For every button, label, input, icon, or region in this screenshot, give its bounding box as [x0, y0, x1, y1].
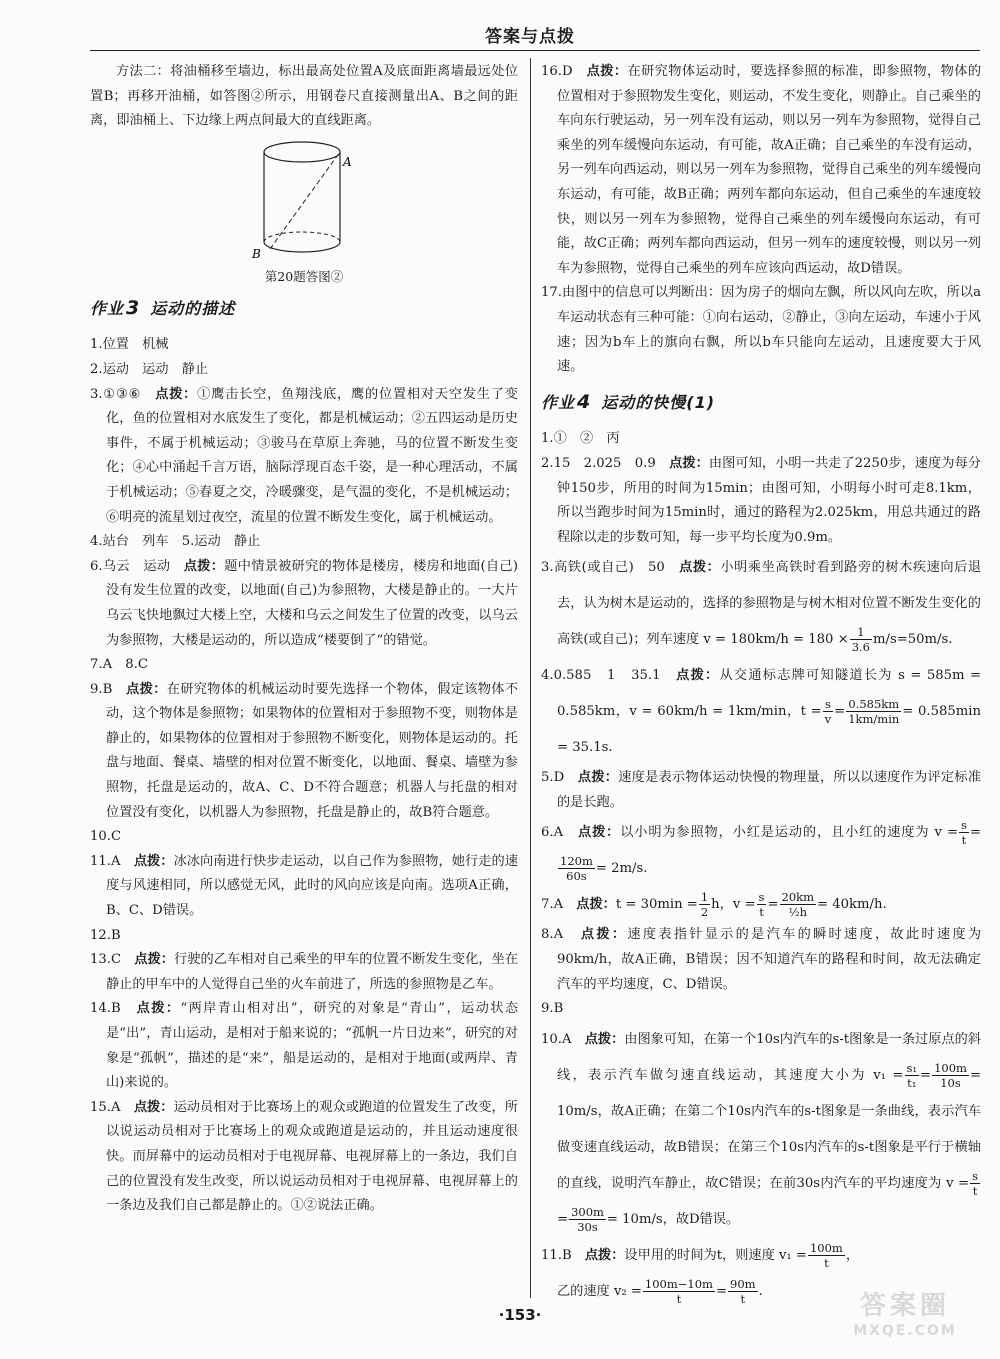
answer-12: 12.B	[90, 927, 121, 943]
answer-b6-body: 以小明为参照物，小红是运动的，且小红的速度为 v =	[620, 825, 959, 841]
answer-3-head: 3.①③⑥	[90, 386, 156, 402]
section-title: 运动的描述	[150, 298, 236, 318]
answer-b11-head: 11.B	[541, 1247, 585, 1263]
equals: =	[834, 704, 846, 720]
header-divider	[90, 50, 980, 51]
denominator: t	[972, 1183, 978, 1198]
answer-10: 10.C	[90, 829, 122, 845]
denominator: 30s	[577, 1219, 598, 1234]
answer-14-head: 14.B	[90, 1001, 137, 1017]
numerator: 120m	[560, 854, 593, 869]
fraction	[970, 1169, 980, 1198]
answer-b11-body-2: 乙的速度 v₂ =	[557, 1283, 642, 1299]
cylinder-figure	[90, 136, 518, 286]
answer-b2-body: 由图可知，小明一共走了2250步，速度为每分钟150步，所用的时间为15min；由图可知，小明每小时可走8.1km，所以当跑步时间为15min时，通过的路程为2.025km，用总共通过的路程除以走的步数可知，每一步平均长度为0.9m。	[557, 455, 982, 545]
answer-b9: 9.B	[541, 1001, 564, 1017]
denominator: t	[759, 905, 764, 920]
page-header: 答案与点拨	[485, 27, 575, 47]
fraction	[823, 697, 834, 726]
numerator: s₁	[906, 1060, 918, 1075]
hint-label: 点拨：	[676, 668, 720, 684]
section-3-heading	[90, 296, 518, 322]
denominator: t	[961, 833, 967, 848]
numerator: 300m	[571, 1204, 604, 1219]
answer-15-body: 运动员相对于比赛场上的观众或跑道的位置发生了改变，所以说运动员相对于比赛场上的观众或跑道是运动的，并且运动速度很快。而屏幕中的运动员相对于电视屏幕、电视屏幕上的一条边，我们自己的位置没有发生改变，所以说运动员相对于电视屏幕、电视屏幕上的一条边及我们自己都是静止的。①②说法正确。	[106, 1099, 518, 1214]
section-title: 运动的快慢(1)	[601, 392, 716, 412]
answer-9	[90, 678, 518, 826]
answer-11-body: 冰冰向南进行快步走运动，以自己作为参照物，她行走的速度与风速相同，所以感觉无风，此时的风向应该是向南。选项A正确，B、C、D错误。	[106, 853, 518, 919]
answer-b4	[541, 658, 981, 766]
hint-label: 点拨：	[584, 1247, 625, 1263]
denominator: t	[676, 1291, 682, 1306]
cylinder-diagram	[224, 136, 384, 268]
section-number: 4	[577, 390, 592, 413]
numerator: 1	[850, 625, 872, 640]
fraction	[932, 1061, 969, 1090]
answer-16-body: 在研究物体运动时，要选择参照的标准，即参照物，物体的位置相对于参照物发生变化，则运动，不发生变化，则静止。自己乘坐的车向东行驶运动，另一列车没有运动，则以另一列车为参照物，觉得自己乘坐的列车缓慢向东运动，有可能，故A正确；自己乘坐的车没有运动，另一列车向西运动，则以另一列车为参照物，觉得自己乘坐的列车缓慢向东运动，有可能，故B正确；两列车都向东运动，但自己乘坐的车速度较快，则以另一列车为参照物，觉得自己乘坐的列车缓慢向东运动，有可能，故C正确；两列车都向西运动，但另一列车的速度较慢，则以另一列车为参照物，觉得自己乘坐的列车应该向西运动，故D错误。	[557, 64, 982, 276]
answer-17	[541, 281, 981, 379]
hint-label: 点拨：	[126, 681, 167, 697]
fraction	[808, 1241, 845, 1270]
fraction	[905, 1061, 920, 1090]
answer-b3-head: 3.高铁(或自己) 50	[541, 560, 680, 576]
fraction	[850, 625, 872, 654]
fraction	[569, 1205, 606, 1234]
answer-11-head: 11.A	[90, 853, 134, 869]
answer-7-8: 7.A 8.C	[90, 657, 148, 673]
numerator: s	[961, 818, 967, 833]
denominator: v	[824, 712, 832, 727]
hint-label: 点拨：	[133, 853, 174, 869]
answer-b2	[541, 452, 981, 550]
point-b-label: B	[252, 246, 261, 261]
fraction	[757, 890, 767, 919]
answer-17-head: 17.	[541, 285, 562, 301]
numerator: s	[758, 890, 765, 905]
hint-label: 点拨：	[155, 386, 198, 402]
hint-label: 点拨：	[133, 1099, 174, 1115]
hint-label: 点拨：	[584, 1031, 625, 1047]
answer-b8-body: 速度表指针显示的是汽车的瞬时速度，故此时速度为90km/h，故A正确，B错误；因不知道汽车的路程和时间，故无法确定汽车的平均速度，C、D错误。	[557, 927, 982, 992]
section-number: 3	[126, 296, 141, 319]
method-two-paragraph: 方法二：将油桶移至墙边，标出最高处位置A及底面距离墙最远处位置B；再移开油桶，如答图②所示，用钢卷尺直接测量出A、B之间的距离，即油桶上、下边缘上两点间最大的直线距离。	[90, 64, 518, 129]
answer-9-head: 9.B	[90, 681, 127, 697]
watermark-logo	[820, 1290, 990, 1350]
denominator: t₁	[907, 1075, 917, 1090]
equals: =	[715, 1283, 728, 1299]
answer-b3	[541, 550, 981, 658]
answer-11	[90, 850, 518, 924]
fraction	[846, 697, 901, 726]
answer-13-body: 行驶的乙车相对自己乘坐的甲车的位置不断发生变化，坐在静止的甲车中的人觉得自己坐的火车前进了，所选的参照物是乙车。	[106, 952, 519, 992]
answer-b10-body-2: = 10m/s，故A正确；在第二个10s内汽车的s-t图象是一条曲线，表示汽车做变速直线运动，故B错误；在第三个10s内汽车的s-t图象是平行于横轴的直线，说明汽车静止，故C错误；在前30s内汽车的平均速度为 v =	[557, 1067, 981, 1191]
answer-b3-body: 小明乘坐高铁时看到路旁的树木疾速向后退去，认为树木是运动的，选择的参照物是与树木相对位置不断发生变化的高铁(或自己)；列车速度 v = 180km/h = 180 ×	[557, 560, 982, 648]
answer-9-body: 在研究物体的机械运动时要先选择一个物体，假定该物体不动，这个物体是参照物；如果物体的位置相对于参照物不变，则物体是静止的，如果物体的位置相对于参照物不断变化，则物体是运动的。托盘与地面、餐桌、墙壁的相对位置不断变化，以地面、餐桌、墙壁为参照物，托盘是运动的，故A、C、D不符合题意；机器人与托盘的相对位置没有变化，以机器人为参照物，托盘是静止的，故B符合题意。	[106, 681, 519, 820]
watermark-text: 答案圈	[859, 1291, 950, 1321]
denominator: t	[824, 1255, 829, 1270]
figure-caption: 第20题答图②	[264, 268, 344, 284]
denominator: 1km/min	[848, 712, 900, 727]
hint-label: 点拨：	[577, 770, 619, 786]
numerator: 100m−10m	[644, 1276, 713, 1291]
answer-b10-head: 10.A	[541, 1031, 585, 1047]
fraction	[728, 1277, 758, 1306]
answer-14	[90, 997, 518, 1095]
answer-b11-body: 设甲用的时间为t，则速度 v₁ =	[624, 1247, 807, 1263]
answer-b10-tail: = 10m/s，故D错误。	[606, 1211, 740, 1227]
answer-b7-head: 7.A	[541, 897, 577, 913]
hint-label: 点拨：	[580, 927, 628, 943]
equals: =	[767, 897, 779, 913]
denominator: t	[740, 1291, 746, 1306]
answer-b6-tail: = 2m/s.	[595, 861, 648, 877]
left-column	[90, 60, 518, 1219]
answer-b5-body: 速度是表示物体运动快慢的物理量，所以以速度作为评定标准的是长跑。	[557, 770, 982, 810]
answer-b4-body: 从交通标志牌可知隧道长为 s = 585m = 0.585km，v = 60km/h = 1km/min，t =	[557, 668, 982, 720]
answer-b7	[541, 887, 981, 923]
answer-b1: 1.① ② 丙	[541, 431, 620, 447]
right-column	[541, 60, 981, 1310]
answer-b10-body: 由图象可知，在第一个10s内汽车的s-t图象是一条过原点的斜线，表示汽车做匀速直线运动，其速度大小为 v₁ =	[557, 1031, 982, 1083]
answer-b6	[541, 815, 981, 887]
denominator: ½h	[788, 905, 808, 920]
answer-b5	[541, 766, 981, 815]
hint-label: 点拨：	[669, 455, 709, 471]
answer-6	[90, 555, 518, 653]
hint-label: 点拨：	[136, 1001, 181, 1017]
answer-b7-tail: = 40km/h.	[817, 897, 887, 913]
answer-16	[541, 60, 981, 281]
answer-b11-tail: .	[758, 1283, 763, 1299]
answer-3-body: ①鹰击长空，鱼翔浅底，鹰的位置相对天空发生了变化，鱼的位置相对水底发生了变化，都是机械运动；②五四运动是历史事件，不属于机械运动；③骏马在草原上奔驰，马的位置不断发生变化；④心中涌起千言万语，脑际浮现百态千姿，是一种心理活动，不属于机械运动；⑤春夏之交，冷暖骤变，是气温的变化，不是机械运动；⑥明亮的流星划过夜空，流星的位置不断发生变化，属于机械运动。	[106, 386, 518, 525]
answer-3	[90, 383, 518, 531]
equals: =	[557, 1211, 569, 1227]
text: h，v =	[711, 897, 756, 913]
answer-16-head: 16.D	[541, 64, 587, 79]
answer-17-body: 由图中的信息可以判断出：因为房子的烟向左飘，所以风向左吹，所以a车运动状态有三种可能：①向右运动，②静止，③向左运动，车速小于风速；因为b车上的旗向右飘，所以b车只能向左运动，且速度要大于风速。	[557, 285, 981, 375]
hint-label: 点拨：	[578, 825, 621, 841]
answer-6-body: 题中情景被研究的物体是楼房，楼房和地面(自己)没有发生位置的改变，以地面(自己)为参照物，大楼是静止的。一大片乌云飞快地飘过大楼上空，大楼和乌云之间发生了位置的改变，以乌云为参照物，大楼是运动的，所以造成“楼要倒了”的错觉。	[106, 558, 518, 648]
text: ，	[845, 1247, 859, 1263]
fraction	[699, 890, 710, 919]
section-prefix: 作业	[541, 392, 576, 412]
fraction	[558, 854, 595, 883]
numerator: 100m	[809, 1240, 843, 1255]
answer-13-head: 13.C	[90, 952, 135, 968]
answer-b8	[541, 923, 981, 997]
numerator: 0.585km	[846, 697, 901, 712]
answer-b5-head: 5.D	[541, 770, 578, 786]
answer-b6-head: 6.A	[541, 825, 579, 841]
answer-b8-head: 8.A	[541, 927, 581, 943]
numerator: 20km	[781, 890, 815, 905]
equals: =	[920, 1067, 932, 1083]
answer-b3-tail: m/s=50m/s.	[873, 632, 953, 648]
answer-b4-head: 4.0.585 1 35.1	[541, 668, 677, 684]
answer-2: 2.运动 运动 静止	[90, 361, 209, 377]
hint-label: 点拨：	[679, 560, 721, 576]
answer-6-head: 6.乌云 运动	[90, 558, 184, 574]
answer-b2-head: 2.15 2.025 0.9	[541, 455, 670, 471]
column-divider	[530, 58, 531, 1298]
answer-1: 1.位置 机械	[90, 337, 169, 353]
answer-b10	[541, 1022, 981, 1238]
numerator: s	[823, 697, 834, 712]
fraction	[780, 890, 817, 919]
answer-4-5: 4.站台 列车 5.运动 静止	[90, 534, 261, 550]
numerator: 90m	[730, 1276, 756, 1291]
page-number: ·153·	[498, 1306, 542, 1324]
answer-b4-tail: = 0.585min = 35.1s.	[557, 704, 981, 756]
numerator: 100m	[934, 1060, 967, 1075]
hint-label: 点拨：	[183, 558, 225, 574]
watermark-url: MXQE.COM	[853, 1323, 957, 1339]
hint-label: 点拨：	[586, 64, 628, 79]
answer-15	[90, 1096, 518, 1219]
fraction	[643, 1277, 715, 1306]
denominator: 10s	[940, 1075, 961, 1090]
hint-label: 点拨：	[134, 952, 175, 968]
section-4-heading	[541, 390, 981, 416]
numerator: s	[972, 1168, 978, 1183]
section-prefix: 作业	[90, 298, 125, 318]
hint-label: 点拨：	[576, 897, 616, 913]
answer-15-head: 15.A	[90, 1099, 134, 1115]
denominator: 2	[700, 905, 709, 920]
fraction	[959, 818, 969, 847]
denominator: 60s	[566, 869, 587, 884]
point-a-label: A	[343, 154, 352, 169]
equals: =	[969, 825, 981, 841]
denominator: 3.6	[851, 640, 870, 655]
answer-13	[90, 948, 518, 997]
answer-14-body: “两岸青山相对出”，研究的对象是“青山”，运动状态是“出”，青山运动，是相对于船来说的；“孤帆一片日边来”，研究的对象是“孤帆”，描述的是“来”，船是运动的，是相对于地面(或两岸、青山)来说的。	[106, 1001, 519, 1091]
numerator: 1	[700, 890, 709, 905]
answer-b7-body: t = 30min =	[615, 897, 698, 913]
